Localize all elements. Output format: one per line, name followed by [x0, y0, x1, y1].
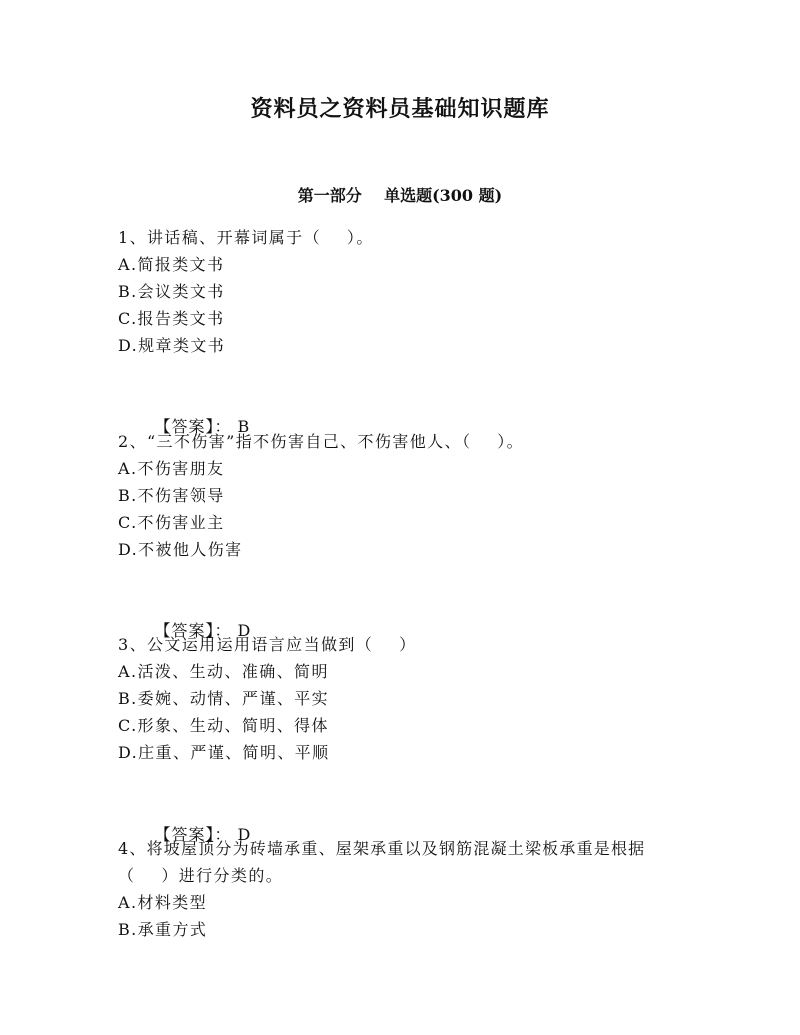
option-a: A.简报类文书 [118, 255, 225, 274]
option-d: D.规章类文书 [118, 336, 226, 355]
option-d: D.庄重、严谨、简明、平顺 [118, 743, 330, 762]
question-stem: 4、将坡屋顶分为砖墙承重、屋架承重以及钢筋混凝土梁板承重是根据 [118, 839, 646, 858]
option-b: B.不伤害领导 [118, 486, 225, 505]
option-a: A.材料类型 [118, 893, 208, 912]
option-c: C.不伤害业主 [118, 513, 225, 532]
question-stem: 2、“三不伤害”指不伤害自己、不伤害他人、（ ）。 [118, 432, 525, 451]
section-title: 第一部分 单选题(300 题) [297, 186, 503, 205]
option-b: B.承重方式 [118, 920, 208, 939]
answer-label: 【答案】： [154, 825, 232, 844]
answer-label: 【答案】： [154, 417, 232, 436]
option-c: C.形象、生动、简明、得体 [118, 716, 329, 735]
option-b: B.委婉、动情、严谨、平实 [118, 689, 330, 708]
option-b: B.会议类文书 [118, 282, 225, 301]
question-stem: 1、讲话稿、开幕词属于（ ）。 [118, 228, 374, 247]
question-stem: 3、公文运用运用语言应当做到（ ） [118, 635, 417, 654]
option-d: D.不被他人伤害 [118, 540, 243, 559]
option-c: C.报告类文书 [118, 309, 225, 328]
option-a: A.活泼、生动、准确、简明 [118, 662, 329, 681]
option-a: A.不伤害朋友 [118, 459, 225, 478]
question-stem-continued: （ ）进行分类的。 [118, 866, 284, 885]
answer-value: D [237, 825, 251, 844]
answer-value: B [237, 417, 250, 436]
answer-value: D [237, 621, 251, 640]
answer-label: 【答案】： [154, 621, 232, 640]
document-title: 资料员之资料员基础知识题库 [250, 96, 550, 122]
